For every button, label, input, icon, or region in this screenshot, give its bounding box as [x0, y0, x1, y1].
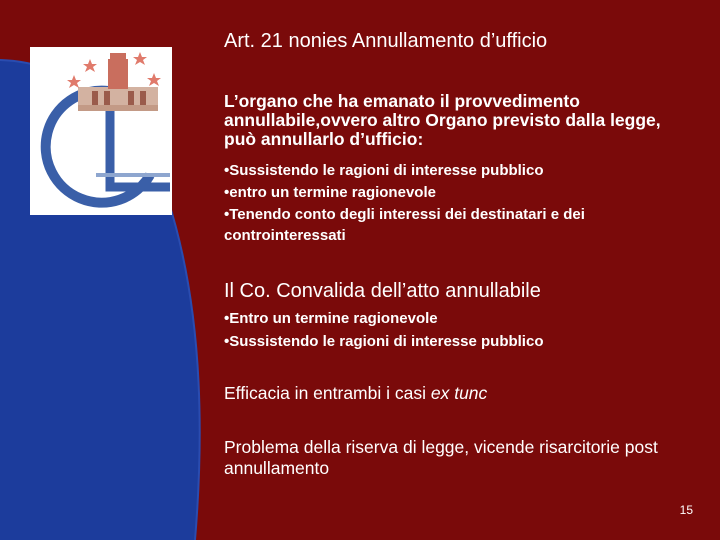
section-heading-convalida: Il Co. Convalida dell’atto annullabile: [224, 280, 541, 302]
efficacia-line: [224, 383, 487, 404]
list-item: •Sussistendo le ragioni di interesse pubblico: [224, 162, 544, 179]
list-item: •Tenendo conto degli interessi dei destinatari e dei controinteressati: [224, 206, 585, 244]
intro-paragraph: L’organo che ha emanato il provvedimento annullabile,ovvero altro Organo previsto dalla legge, può annullarlo d’ufficio:: [224, 91, 661, 149]
bullet-list-annullamento: [224, 160, 684, 246]
bullet-list-convalida: [224, 307, 684, 353]
slide-title: Art. 21 nonies Annullamento d’ufficio: [224, 30, 548, 52]
list-item: •entro un termine ragionevole: [224, 184, 436, 201]
logo: [30, 47, 172, 215]
list-item: •Sussistendo le ragioni di interesse pubblico: [224, 333, 544, 350]
palazzo-montecitorio-logo-icon: [30, 47, 172, 215]
problema-paragraph: Problema della riserva di legge, vicende risarcitorie post annullamento: [224, 437, 658, 478]
page-number: 15: [679, 503, 693, 517]
list-item: •Entro un termine ragionevole: [224, 310, 438, 327]
efficacia-italic: ex tunc: [430, 383, 488, 403]
efficacia-text: Efficacia in entrambi i casi: [224, 383, 431, 403]
